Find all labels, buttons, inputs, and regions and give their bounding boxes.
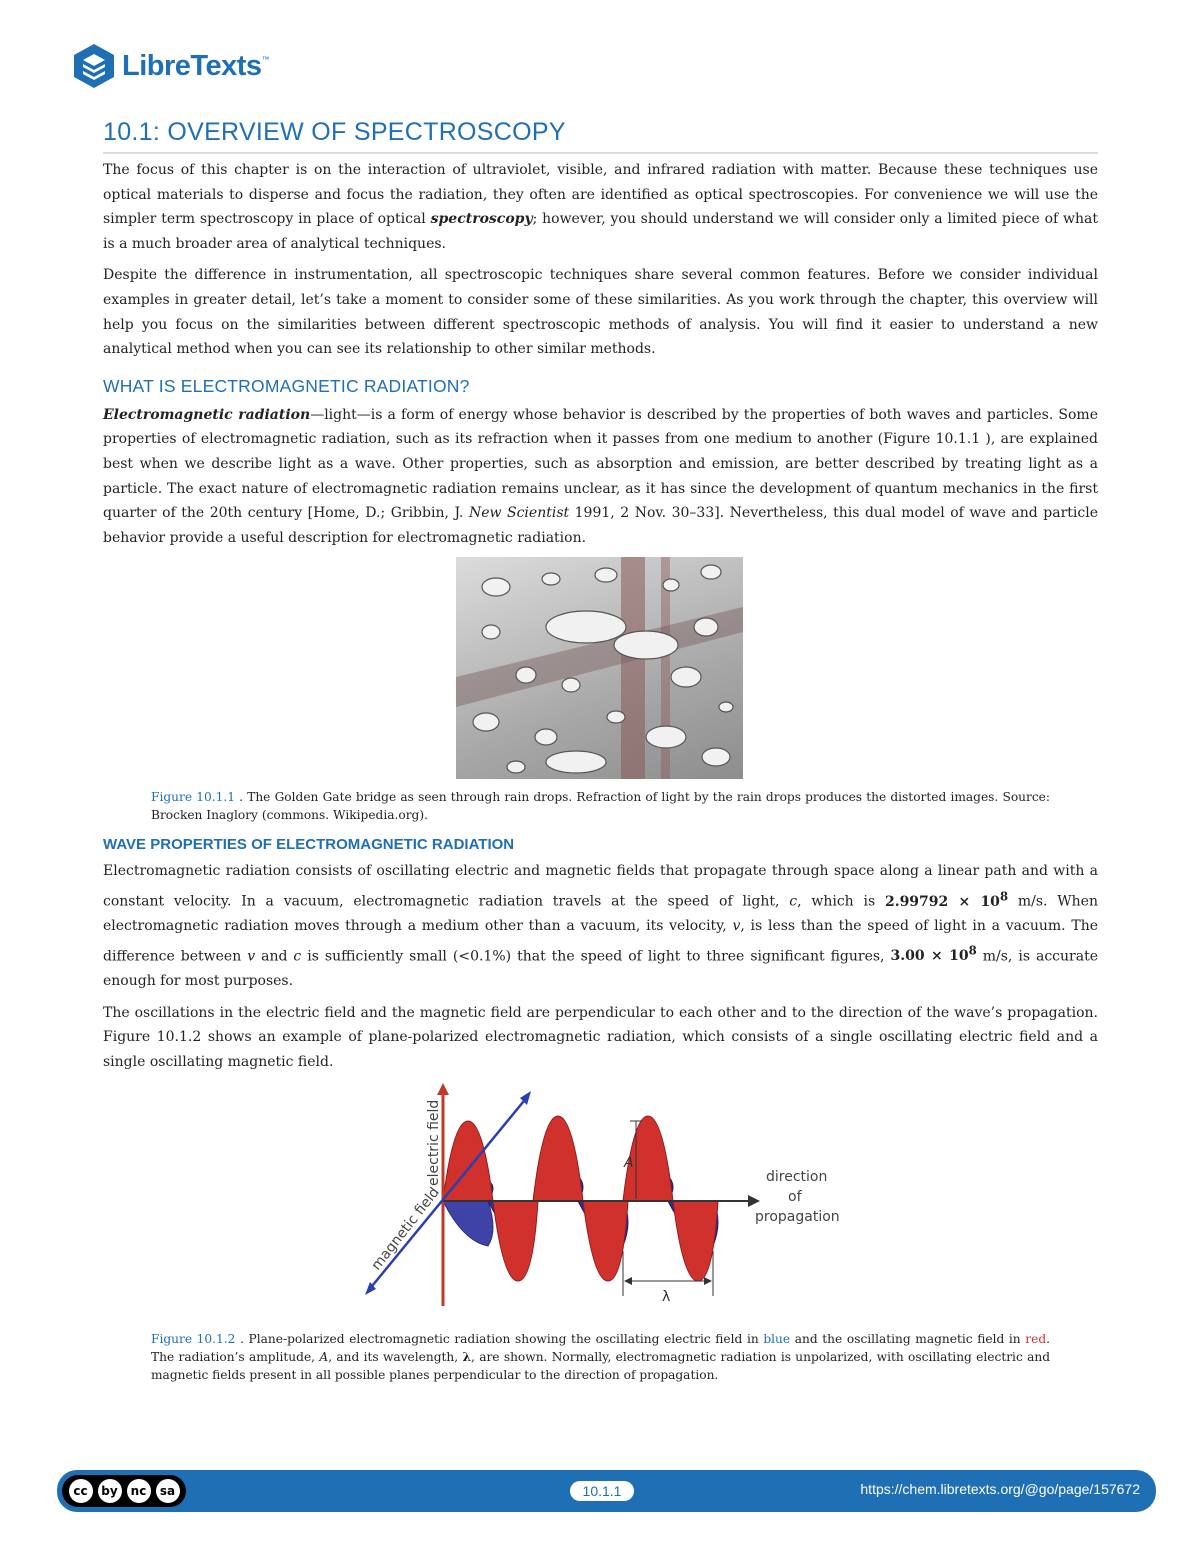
brand-name: LibreTexts <box>122 49 262 82</box>
page-number: 10.1.1 <box>570 1481 634 1501</box>
page-url-link[interactable]: https://chem.libretexts.org/@go/page/157672 <box>860 1481 1140 1497</box>
direction-label-2: of <box>788 1189 802 1206</box>
libretexts-cube-icon <box>72 42 116 90</box>
wave-properties-paragraph-1: Electromagnetic radiation consists of oscillating electric and magnetic fields that propagate through space along a linear path and with a constant velocity. In a vacuum, electromagnetic radiation travels at the speed of light, c, which is $2.99792 \times 10^8$ m/s. When electromagnetic radiation moves through a medium other than a vacuum, its velocity, v, is less than the speed of light in a vacuum. The difference between v and c is sufficiently small (<0.1%) that the speed of light to three significant figures, $3.00 \times 10^8$ m/s, is accurate enough for most purposes. <box>103 863 1098 989</box>
attribution-icon: by <box>98 1479 122 1503</box>
amplitude-label: A <box>624 1155 634 1172</box>
term-electromagnetic-radiation: Electromagnetic radiation <box>103 406 311 423</box>
section-heading-wave-properties: WAVE PROPERTIES OF ELECTROMAGNETIC RADIATION <box>103 836 515 854</box>
electric-field-label: electric field <box>426 1100 442 1187</box>
figure-2-link[interactable]: Figure 10.1.2 <box>151 1332 241 1347</box>
intro-paragraph-1: The focus of this chapter is on the interaction of ultraviolet, visible, and infrared radiation with matter. Because these techniques use optical materials to disperse and focus the radiation, they often are identified as optical spectroscopies. For convenience we will use the simpler term spectroscopy in place of optical spectroscopy; however, you should understand we will consider only a limited piece of what is a much broader area of analytical techniques. <box>103 162 1099 252</box>
wavelength-label: λ <box>662 1289 671 1306</box>
em-radiation-paragraph: Electromagnetic radiation—light—is a form of energy whose behavior is described by the properties of both waves and particles. Some properties of electromagnetic radiation, such as its refraction when it passes from one medium to another (Figure 10.1.1 ), are explained best when we describe light as a wave. Other properties, such as absorption and emission, are better described by treating light as a particle. The exact nature of electromagnetic radiation remains unclear, as it has since the development of quantum mechanics in the first quarter of the 20th century [Home, D.; Gribbin, J. New Scientist 1991, 2 Nov. 30–33]. Nevertheless, this dual model of wave and particle behavior provide a useful description for electromagnetic radiation. <box>103 406 1098 546</box>
magnetic-field-label: magnetic field <box>368 1184 443 1274</box>
page-footer <box>57 1470 1156 1512</box>
figure-1-link[interactable]: Figure 10.1.1 <box>151 790 240 805</box>
figure-em-wave-diagram <box>358 1081 858 1321</box>
speed-of-light-approx: $3.00 \times 10^8$ <box>890 943 977 965</box>
speed-of-light-exact: $2.99792 \times 10^8$ <box>884 888 1009 910</box>
cc-icon: cc <box>69 1479 93 1503</box>
direction-label-3: propagation <box>755 1209 840 1226</box>
section-heading-em-radiation: WHAT IS ELECTROMAGNETIC RADIATION? <box>103 375 470 396</box>
intro-paragraph-2: Despite the difference in instrumentation, all spectroscopic techniques share several common features. Before we consider individual examples in greater detail, let’s take a moment to consider some of these similarities. As you work through the chapter, this overview will help you focus on the similarities between different spectroscopic methods of analysis. You will find it easier to understand a new analytical method when you can see its relationship to other similar methods. <box>103 267 1098 358</box>
journal-name: New Scientist <box>468 505 570 522</box>
libretexts-logo[interactable] <box>72 40 270 92</box>
figure-raindrops-image <box>456 557 743 779</box>
wave-properties-paragraph-2: The oscillations in the electric field and the magnetic field are perpendicular to each other and to the direction of the wave’s propagation. Figure 10.1.2 shows an example of plane-polarized electromagnetic radiation, which consists of a single oscillating electric field and a single oscillating magnetic field. <box>103 1004 1098 1070</box>
page-title: 10.1: OVERVIEW OF SPECTROSCOPY <box>103 118 1098 154</box>
figure-1-caption: Figure 10.1.1 . The Golden Gate bridge as seen through rain drops. Refraction of light by the rain drops produces the distorted images. Source: Brocken Inaglory (commons. Wikipedia.org). <box>151 790 1050 823</box>
noncommercial-icon: nc <box>127 1479 151 1503</box>
sharealike-icon: sa <box>156 1479 180 1503</box>
cc-license-badge[interactable] <box>62 1475 186 1507</box>
term-spectroscopy: spectroscopy <box>430 211 533 228</box>
direction-label-1: direction <box>766 1169 828 1186</box>
brand-trademark: ™ <box>261 54 270 64</box>
figure-2-caption: Figure 10.1.2 . Plane-polarized electromagnetic radiation showing the oscillating electric field in blue and the oscillating magnetic field in red. The radiation’s amplitude, A, and its wavelength, λ, are shown. Normally, electromagnetic radiation is unpolarized, with oscillating electric and magnetic fields present in all possible planes perpendicular to the direction of propagation. <box>151 1332 1050 1383</box>
main-content <box>103 118 1098 1384</box>
